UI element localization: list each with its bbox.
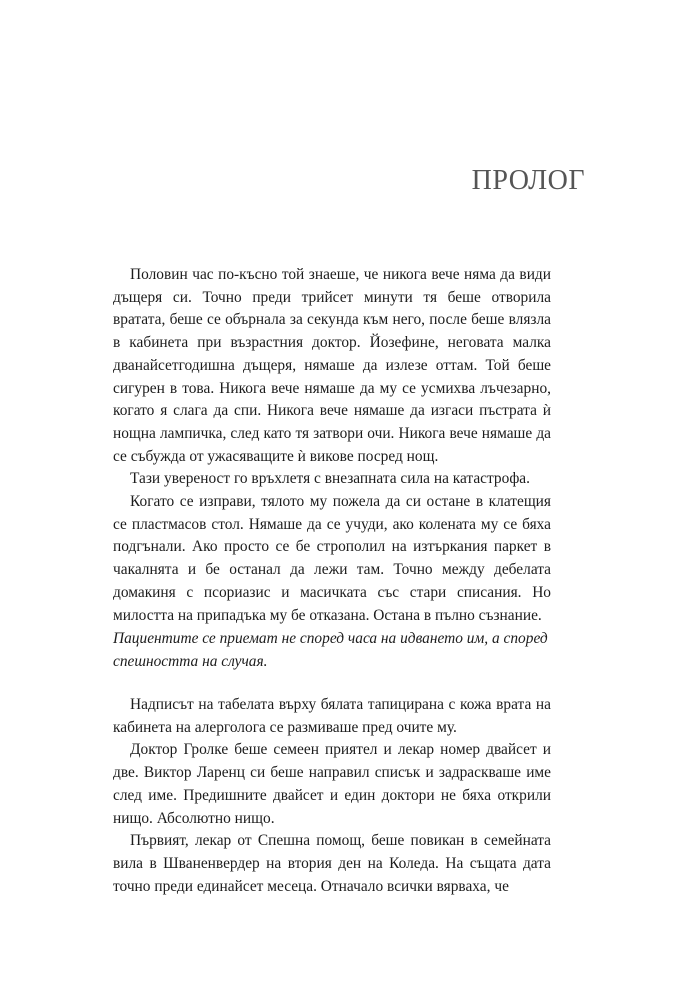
continuation-section xyxy=(113,694,551,898)
epigraph-text: Пациентите се приемат не според часа на идването им, а според спешността на случая. xyxy=(113,630,548,670)
paragraph: Доктор Гролке беше семеен приятел и лекар номер двайсет и две. Виктор Ларенц си беше направил списък и задраскваше име след име. Предишните двайсет и един доктори не бяха открили нищо. Абсолютно нищо. xyxy=(113,741,551,827)
opening-section xyxy=(113,264,551,627)
paragraph: Когато се изправи, тялото му пожела да си остане в клатещия се пластмасов стол. Нямаше да се учуди, ако колената му се бяха подгънали. Ако просто се бе строполил на изтъркания паркет в чакалнята и бе останал да лежи там. Точно между дебелата домакиня с псориазис и масичката със стари списания. Но милостта на припадъка му бе отказана. Остана в пълно съзнание. xyxy=(113,493,551,624)
paragraph: Тази увереност го връхлетя с внезапната сила на катастрофа. xyxy=(130,470,530,488)
paragraph: Първият, лекар от Спешна помощ, беше повикан в семейната вила в Шваненвердер на втория ден на Коледа. На същата дата точно преди единайсет месеца. Отначало всички вярваха, че xyxy=(113,832,551,895)
epigraph xyxy=(113,628,551,673)
paragraph: Половин час по-късно той знаеше, че никога вече няма да види дъщеря си. Точно преди трийсет минути тя беше отворила вратата, беше се обърнала за секунда към него, после беше влязла в кабинета при възрастния доктор. Йозефине, неговата малка дванайсетгодишна дъщеря, нямаше да излезе оттам. Той беше сигурен в това. Никога вече нямаше да му се усмихва лъчезарно, когато я слага да спи. Никога вече нямаше да изгаси пъстрата ѝ нощна лампичка, след като тя затвори очи. Никога вече нямаше да се събужда от ужасяващите ѝ викове посред нощ. xyxy=(113,266,551,465)
chapter-title: ПРОЛОГ xyxy=(471,165,585,196)
paragraph: Надписът на табелата върху бялата тапицирана с кожа врата на кабинета на алерголога се размиваше пред очите му. xyxy=(113,696,551,736)
